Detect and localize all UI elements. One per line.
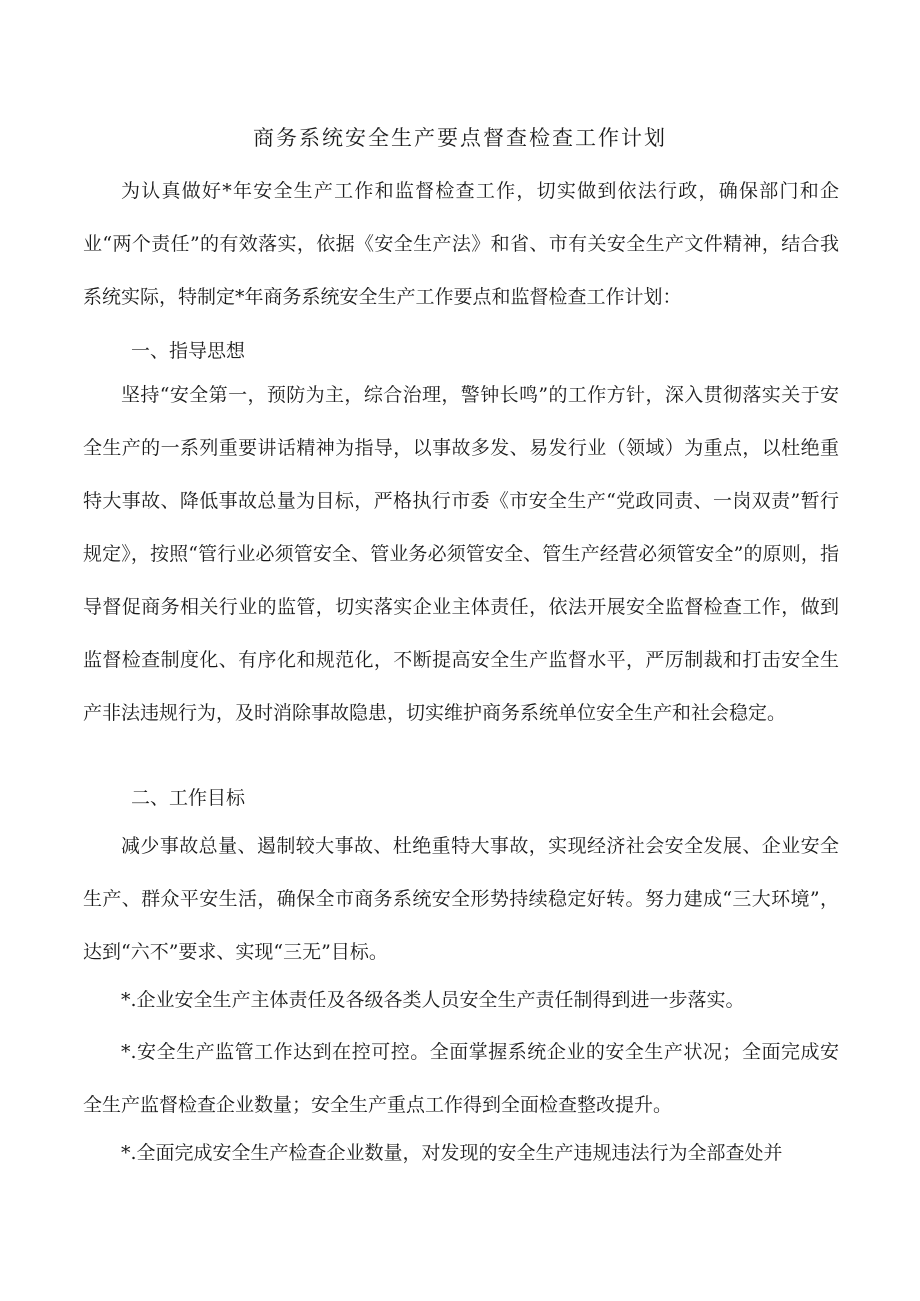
section-body-work-goals: 减少事故总量、遏制较大事故、杜绝重特大事故，实现经济社会安全发展、企业安全生产、群众平安生活，确保全市商务系统安全形势持续稳定好转。努力建成“三大环境”，达到“六不”要求、实现“三无”目标。 <box>83 835 839 963</box>
list-item: *.全面完成安全生产检查企业数量，对发现的安全生产违规违法行为全部查处并 <box>121 1142 783 1164</box>
intro-paragraph: 为认真做好*年安全生产工作和监督检查工作，切实做到依法行政，确保部门和企业“两个责任”的有效落实，依据《安全生产法》和省、市有关安全生产文件精神，结合我系统实际，特制定*年商务系统安全生产工作要点和监督检查工作计划： <box>83 180 839 308</box>
section-heading-guiding-ideology: 一、指导思想 <box>131 340 246 362</box>
section-heading-work-goals: 二、工作目标 <box>131 787 246 809</box>
list-item: *.企业安全生产主体责任及各级各类人员安全生产责任制得到进一步落实。 <box>121 989 745 1011</box>
section-body-guiding-ideology: 坚持“安全第一，预防为主，综合治理，警钟长鸣”的工作方针，深入贯彻落实关于安全生产的一系列重要讲话精神为指导，以事故多发、易发行业（领域）为重点，以杜绝重特大事故、降低事故总量为目标，严格执行市委《市安全生产“党政同责、一岗双责”暂行规定》，按照“管行业必须管安全、管业务必须管安全、管生产经营必须管安全”的原则，指导督促商务相关行业的监管，切实落实企业主体责任，依法开展安全监督检查工作，做到监督检查制度化、有序化和规范化，不断提高安全生产监督水平，严厉制裁和打击安全生产非法违规行为，及时消除事故隐患，切实维护商务系统单位安全生产和社会稳定。 <box>83 384 839 724</box>
list-item: *.安全生产监管工作达到在控可控。全面掌握系统企业的安全生产状况；全面完成安全生产监督检查企业数量；安全生产重点工作得到全面检查整改提升。 <box>83 1041 839 1116</box>
document-title: 商务系统安全生产要点督查检查工作计划 <box>253 126 667 150</box>
